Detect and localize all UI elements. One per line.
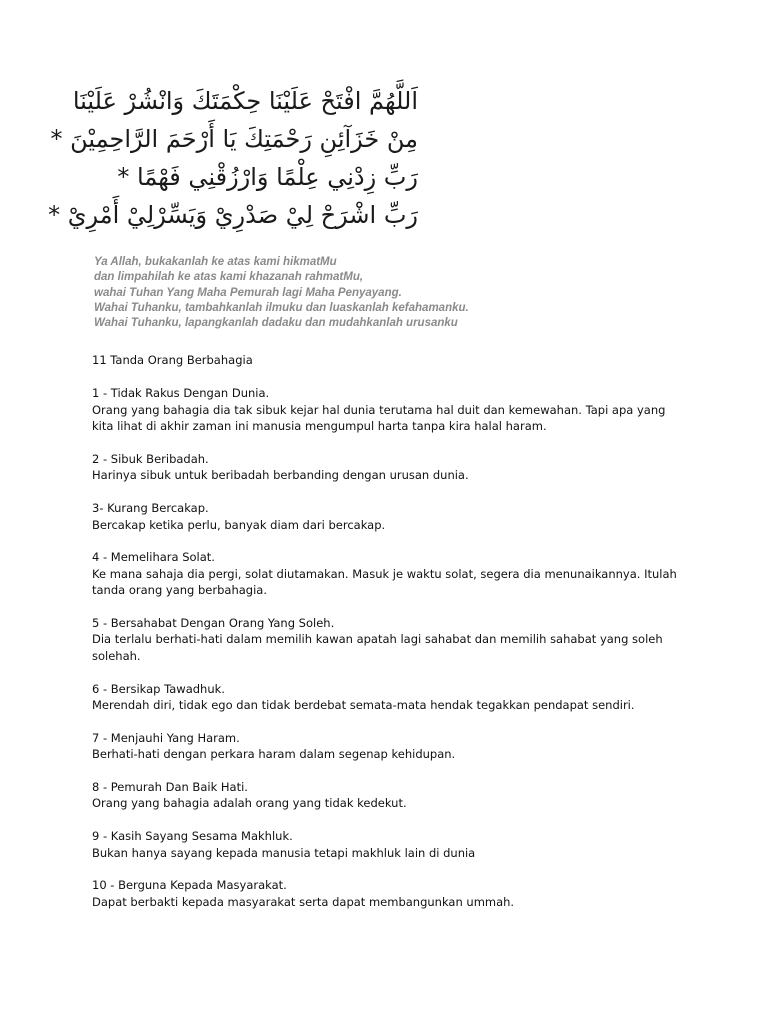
item-title: 10 - Berguna Kepada Masyarakat. (92, 878, 287, 893)
item-body-line: Ke mana sahaja dia pergi, solat diutamakan. Masuk je waktu solat, segera dia menunaikannya. Itulah (92, 566, 677, 581)
item-title: 5 - Bersahabat Dengan Orang Yang Soleh. (92, 616, 335, 631)
arabic-line-1 (72, 82, 418, 120)
arabic-line-text: مِنْ خَزَآئِنِ رَحْمَتِكَ يَا أَرْحَمَ الرَّاحِمِيْنَ (70, 125, 418, 153)
item-body-line: solehah. (92, 648, 141, 663)
verse-marker: * (117, 163, 130, 191)
item-body-line: kita lihat di akhir zaman ini manusia mengumpul harta tanpa kira halal haram. (92, 419, 547, 434)
item-title: 4 - Memelihara Solat. (92, 550, 215, 565)
item-body-line: Bukan hanya sayang kepada manusia tetapi makhluk lain di dunia (92, 845, 476, 860)
arabic-line-3 (88, 158, 418, 196)
translation-line: wahai Tuhan Yang Maha Pemurah lagi Maha Penyayang. (94, 286, 402, 299)
item-body-line: Dapat berbakti kepada masyarakat serta dapat membangunkan ummah. (92, 894, 515, 909)
item-body-line: Berhati-hati dengan perkara haram dalam segenap kehidupan. (92, 747, 456, 762)
translation-line: Ya Allah, bukakanlah ke atas kami hikmatMu (94, 256, 337, 268)
item-title: 3- Kurang Bercakap. (92, 501, 209, 516)
item-title: 1 - Tidak Rakus Dengan Dunia. (92, 386, 270, 401)
translation-line: Wahai Tuhanku, tambahkanlah ilmuku dan luaskanlah kefahamanku. (94, 301, 469, 314)
item-body-line: Dia terlalu berhati-hati dalam memilih kawan apatah lagi sahabat dan memilih sahabat yang soleh (92, 632, 663, 647)
arabic-line-4 (48, 196, 418, 234)
item-body-line: Orang yang bahagia dia tak sibuk kejar hal dunia terutama hal duit dan kemewahan. Tapi apa yang (92, 402, 666, 417)
list-item (92, 385, 692, 434)
verse-marker: * (50, 125, 63, 153)
arabic-line-2 (50, 120, 418, 158)
arabic-line-text: رَبِّ اشْرَحْ لِيْ صَدْرِيْ وَيَسِّرْلِيْ أَمْرِيْ (67, 201, 418, 229)
list-item (92, 681, 692, 714)
item-title: 2 - Sibuk Beribadah. (92, 452, 209, 467)
list-item (92, 828, 692, 861)
item-title: 6 - Bersikap Tawadhuk. (92, 681, 225, 696)
arabic-line-text: رَبِّ زِدْنِي عِلْمًا وَارْزُقْنِي فَهْمًا (137, 163, 418, 191)
item-body-line: Merendah diri, tidak ego dan tidak berdebat semata-mata hendak tegakkan pendapat sendiri. (92, 698, 635, 713)
item-body-line: Orang yang bahagia adalah orang yang tidak kedekut. (92, 796, 407, 811)
verse-marker: * (48, 201, 61, 229)
list-item (92, 877, 692, 910)
item-body-line: Bercakap ketika perlu, banyak diam dari bercakap. (92, 517, 386, 532)
translation-line: Wahai Tuhanku, lapangkanlah dadaku dan mudahkanlah urusanku (94, 317, 458, 330)
list-item (92, 779, 692, 812)
item-body-line: Harinya sibuk untuk beribadah berbanding dengan urusan dunia. (92, 468, 469, 483)
item-body-line: tanda orang yang berbahagia. (92, 583, 267, 598)
item-title: 9 - Kasih Sayang Sesama Makhluk. (92, 829, 293, 844)
section-heading: 11 Tanda Orang Berbahagia (92, 353, 253, 367)
list-item (92, 451, 692, 484)
arabic-prayer (48, 82, 418, 234)
list-item (92, 615, 692, 664)
arabic-line-text: اَللَّهُمَّ افْتَحْ عَلَيْنَا حِكْمَتَكَ وَانْشُرْ عَلَيْنَا (72, 87, 418, 115)
prayer-translation (94, 255, 654, 331)
item-title: 8 - Pemurah Dan Baik Hati. (92, 780, 248, 795)
main-content (92, 352, 692, 927)
list-item (92, 549, 692, 598)
translation-line: dan limpahilah ke atas kami khazanah rahmatMu, (94, 271, 364, 284)
list-item (92, 730, 692, 763)
list-item (92, 500, 692, 533)
item-title: 7 - Menjauhi Yang Haram. (92, 730, 240, 745)
